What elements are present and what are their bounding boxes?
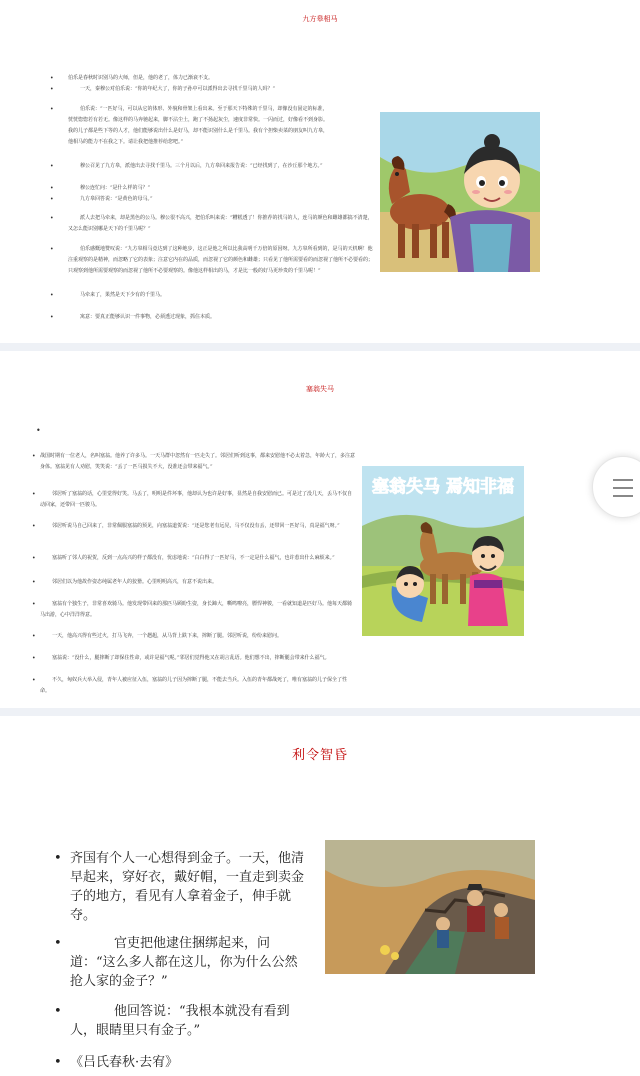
- story-paragraph: • 邻居听说马自己回来了，非常佩服塞翁的预见，向塞翁道贺说：“还是您老有远见，马不仅没有丢，还带回一匹好马，真是福气呀。”: [32, 523, 340, 530]
- story-paragraph: • 齐国有个人一心想得到金子。一天，他清早起来，穿好衣，戴好帽，一直走到卖金子的地方，看见有人拿着金子，伸手就夺。: [54, 851, 305, 923]
- story-title: 九方皋相马: [302, 15, 338, 23]
- illustration-caption: 塞翁失马 焉知非福: [372, 477, 514, 497]
- story-paragraph: • 伯乐说：“一匹好马，可以从它的体形、外貌和骨架上看出来。至于那天下特殊的千里马，却像没有固定的标准，恍恍惚惚若有若无。像这样的马奔驰起来，脚不沾尘土，跑了不扬起灰尘，速度非常快。一闪而过，好像看不到身影。我的儿子都是些下等的人才，他们能够说出什么是好马，却不能识别什么是千里马。我有个担柴卖菜的朋友叫九方皋，他相马的能力不在我之下。请让我把他推荐给您吧。”: [50, 106, 329, 145]
- story-paragraph: • 塞翁说：“没什么，腿摔断了却保住性命，或许是福气呢。”邻居们觉得他又在胡言乱语。他们想不出，摔断腿会带来什么福气。: [32, 655, 330, 662]
- story-paragraph: • 穆公连忙问：“是什么样的马？”: [50, 185, 151, 192]
- story-paragraph: • 官吏把他逮住捆绑起来，问道：“这么多人都在这儿，你为什么公然抢人家的金子？”: [54, 936, 298, 989]
- story-paragraph: • 邻居听了塞翁的话，心里觉得好笑。马丢了，明明是件坏事，他却认为也许是好事，显然是自我安慰而已。可是过了没几天，丢马不仅自动回家，还带回一匹骏马。: [32, 491, 353, 508]
- story-paragraph: • 寓意：要真正能够认识一件事物，必须透过现象，抓住本质。: [50, 314, 216, 321]
- story-paragraph: • 派人去把马牵来，却是黑色的公马。穆公很不高兴，把伯乐叫来说：“糟糕透了！你推荐的找马的人，连马的颜色和雌雄都搞不清楚，又怎么能识别哪是天下的千里马呢？”: [50, 215, 373, 232]
- story-paragraph: • 他回答说：“我根本就没有看到人，眼睛里只有金子。”: [54, 1004, 290, 1038]
- story-page-3: [0, 716, 640, 1076]
- story-paragraph: • 邻居们以为他故作姿态纯属老年人的狡猾。心里明明高兴，有意不说出来。: [32, 579, 218, 586]
- menu-icon: [613, 479, 633, 481]
- sai-weng-illustration: [362, 466, 524, 636]
- story-paragraph: • 一天，他高兴得有些过火，打马飞奔，一个趔趄，从马背上跌下来，摔断了腿。邻居听说，纷纷来慰问。: [32, 633, 283, 640]
- story-paragraph: • 不久，匈奴兵大举入侵，青年人被应征入伍，塞翁的儿子因为摔断了腿，不能去当兵。入伍的青年都战死了，唯有塞翁的儿子保全了性命。: [32, 677, 348, 694]
- story-paragraph: • 马牵来了，果然是天下少有的千里马。: [50, 292, 166, 299]
- story-paragraph: • 伯乐感慨地赞叹说：“九方皋相马竟达到了这种地步，这正是他之所以比我高明千万倍的原因呀。九方皋所看到的，是马的天机啊！他注重观察的是精神，而忽略了它的表象；注意它内在的品质，而忽视了它的颜色和雌雄；只看见了他所需要看的而忽视了他所不必要看的；只观察到他所需要观察的而忽视了他所不必要观察的。像他这样相出的马，才是比一般的好马更珍贵的千里马呢！”: [50, 246, 374, 274]
- story-paragraph: • 塞翁有个独生子，非常喜欢骑马。他发现带回来的那匹马顾盼生姿，身长蹄大，嘶鸣嘹亮，膘悍神骏，一看就知道是匹好马。他每天都骑马出游，心中洋洋得意。: [32, 601, 353, 618]
- story-paragraph: • 伯乐是春秋时识别马的大师，但是，他的老了，体力已渐衰不支。: [50, 75, 214, 82]
- bullet-marker: •: [36, 426, 41, 435]
- story-title: 利令智昏: [291, 748, 348, 763]
- boy-and-horse-illustration: [380, 112, 540, 272]
- story-paragraph: • 九方皋回答说：“是黄色的母马。”: [50, 196, 153, 203]
- gold-thief-illustration: [325, 840, 535, 974]
- story-title: 塞翁失马: [306, 385, 334, 393]
- story-paragraph: • 一天，秦穆公对伯乐说：“你的年纪大了，你的子孙中可以派得出去寻找千里马的人吗？”: [50, 86, 276, 93]
- story-paragraph: • 战国时期有一位老人，名叫塞翁。他养了许多马。一天马群中忽然有一匹走失了。邻居们听到这事，都来安慰他不必太着急，年龄大了，多注意身体。塞翁见有人劝慰，笑笑说：“丢了一匹马损失不大，没准还会带来福气。”: [32, 453, 356, 470]
- story-page-1: [0, 0, 640, 343]
- story-paragraph: • 穆公召见了九方皋，派他出去寻找千里马。三个月以后，九方皋回来报告说：“已经找到了，在沙丘那个地方。”: [50, 163, 323, 170]
- story-paragraph: • 塞翁听了邻人的祝贺，反到一点高兴的样子都没有，忧虑地说：“白白得了一匹好马，不一定是什么福气，也许惹出什么麻烦来。”: [32, 555, 335, 562]
- story-page-2: [0, 351, 640, 708]
- story-paragraph: • 《吕氏春秋·去宥》: [54, 1055, 179, 1070]
